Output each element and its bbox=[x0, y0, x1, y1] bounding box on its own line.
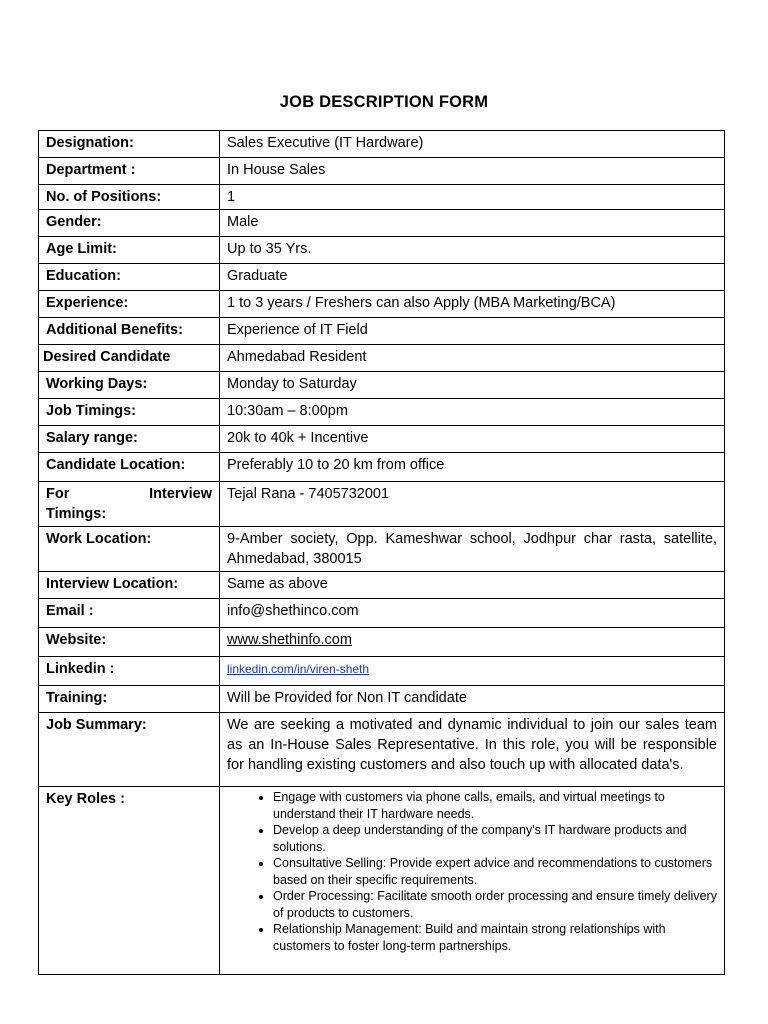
positions-value: 1 bbox=[220, 185, 725, 210]
age-value: Up to 35 Yrs. bbox=[220, 237, 725, 264]
list-item: • Consultative Selling: Provide expert advice and recommendations to customers based on their specific requirements. bbox=[273, 855, 717, 888]
job-summary-label: Job Summary: bbox=[39, 713, 220, 787]
row-education bbox=[39, 264, 725, 291]
salary-value: 20k to 40k + Incentive bbox=[220, 426, 725, 453]
working-days-label: Working Days: bbox=[39, 372, 220, 399]
cand-location-value: Preferably 10 to 20 km from office bbox=[220, 453, 725, 482]
row-work-location bbox=[39, 527, 725, 572]
website-link[interactable]: www.shethinfo.com bbox=[227, 632, 352, 648]
list-item: • Relationship Management: Build and maintain strong relationships with customers to foster long-term partnerships. bbox=[273, 921, 717, 954]
row-department bbox=[39, 158, 725, 185]
list-item: • Order Processing: Facilitate smooth order processing and ensure timely delivery of products to customers. bbox=[273, 888, 717, 921]
interview-label-timings: Timings: bbox=[46, 506, 107, 522]
email-value[interactable]: info@shethinco.com bbox=[220, 599, 725, 628]
website-label: Website: bbox=[39, 628, 220, 657]
experience-value: 1 to 3 years / Freshers can also Apply (MBA Marketing/BCA) bbox=[220, 291, 725, 318]
education-label: Education: bbox=[39, 264, 220, 291]
gender-value: Male bbox=[220, 210, 725, 237]
row-job-summary bbox=[39, 713, 725, 787]
linkedin-cell bbox=[220, 657, 725, 686]
timings-value: 10:30am – 8:00pm bbox=[220, 399, 725, 426]
row-email bbox=[39, 599, 725, 628]
department-label: Department : bbox=[39, 158, 220, 185]
row-working-days bbox=[39, 372, 725, 399]
working-days-value: Monday to Saturday bbox=[220, 372, 725, 399]
desired-label: Desired Candidate bbox=[39, 345, 220, 372]
row-benefits bbox=[39, 318, 725, 345]
row-linkedin bbox=[39, 657, 725, 686]
gender-label: Gender: bbox=[39, 210, 220, 237]
key-roles-cell bbox=[220, 787, 725, 975]
list-item: • Engage with customers via phone calls, emails, and virtual meetings to understand their IT hardware needs. bbox=[273, 789, 717, 822]
benefits-value: Experience of IT Field bbox=[220, 318, 725, 345]
interview-label-for: For bbox=[46, 486, 70, 502]
cand-location-label: Candidate Location: bbox=[39, 453, 220, 482]
age-label: Age Limit: bbox=[39, 237, 220, 264]
work-location-value: 9-Amber society, Opp. Kameshwar school, Jodhpur char rasta, satellite, Ahmedabad, 380015 bbox=[220, 527, 725, 572]
designation-label: Designation: bbox=[39, 131, 220, 158]
row-interview-location bbox=[39, 572, 725, 599]
row-salary bbox=[39, 426, 725, 453]
key-roles-label: Key Roles : bbox=[39, 787, 220, 975]
row-training bbox=[39, 686, 725, 713]
training-value: Will be Provided for Non IT candidate bbox=[220, 686, 725, 713]
interview-label-interview: Interview bbox=[149, 486, 212, 502]
positions-label: No. of Positions: bbox=[39, 185, 220, 210]
experience-label: Experience: bbox=[39, 291, 220, 318]
row-job-timings bbox=[39, 399, 725, 426]
interview-label bbox=[39, 482, 220, 527]
benefits-label: Additional Benefits: bbox=[39, 318, 220, 345]
work-location-label: Work Location: bbox=[39, 527, 220, 572]
linkedin-label: Linkedin : bbox=[39, 657, 220, 686]
row-desired-candidate bbox=[39, 345, 725, 372]
interview-location-value: Same as above bbox=[220, 572, 725, 599]
row-positions bbox=[39, 185, 725, 210]
row-website bbox=[39, 628, 725, 657]
education-value: Graduate bbox=[220, 264, 725, 291]
job-description-table bbox=[38, 130, 725, 975]
department-value: In House Sales bbox=[220, 158, 725, 185]
row-designation bbox=[39, 131, 725, 158]
interview-value: Tejal Rana - 7405732001 bbox=[220, 482, 725, 527]
linkedin-link[interactable]: linkedin.com/in/viren-sheth bbox=[227, 662, 370, 676]
interview-location-label: Interview Location: bbox=[39, 572, 220, 599]
designation-value: Sales Executive (IT Hardware) bbox=[220, 131, 725, 158]
row-candidate-location bbox=[39, 453, 725, 482]
row-experience bbox=[39, 291, 725, 318]
form-title: JOB DESCRIPTION FORM bbox=[279, 93, 489, 111]
website-cell bbox=[220, 628, 725, 657]
row-interview-timings bbox=[39, 482, 725, 527]
email-label: Email : bbox=[39, 599, 220, 628]
row-key-roles bbox=[39, 787, 725, 975]
list-item: • Develop a deep understanding of the company's IT hardware products and solutions. bbox=[273, 822, 717, 855]
job-summary-text: We are seeking a motivated and dynamic individual to join our sales team as an In-House Sales Representative. In this role, you will be responsible for handling existing customers and also touch up with allocated data's. bbox=[220, 713, 725, 787]
desired-value: Ahmedabad Resident bbox=[220, 345, 725, 372]
row-gender bbox=[39, 210, 725, 237]
timings-label: Job Timings: bbox=[39, 399, 220, 426]
training-label: Training: bbox=[39, 686, 220, 713]
salary-label: Salary range: bbox=[39, 426, 220, 453]
row-age bbox=[39, 237, 725, 264]
key-roles-list bbox=[227, 789, 717, 954]
